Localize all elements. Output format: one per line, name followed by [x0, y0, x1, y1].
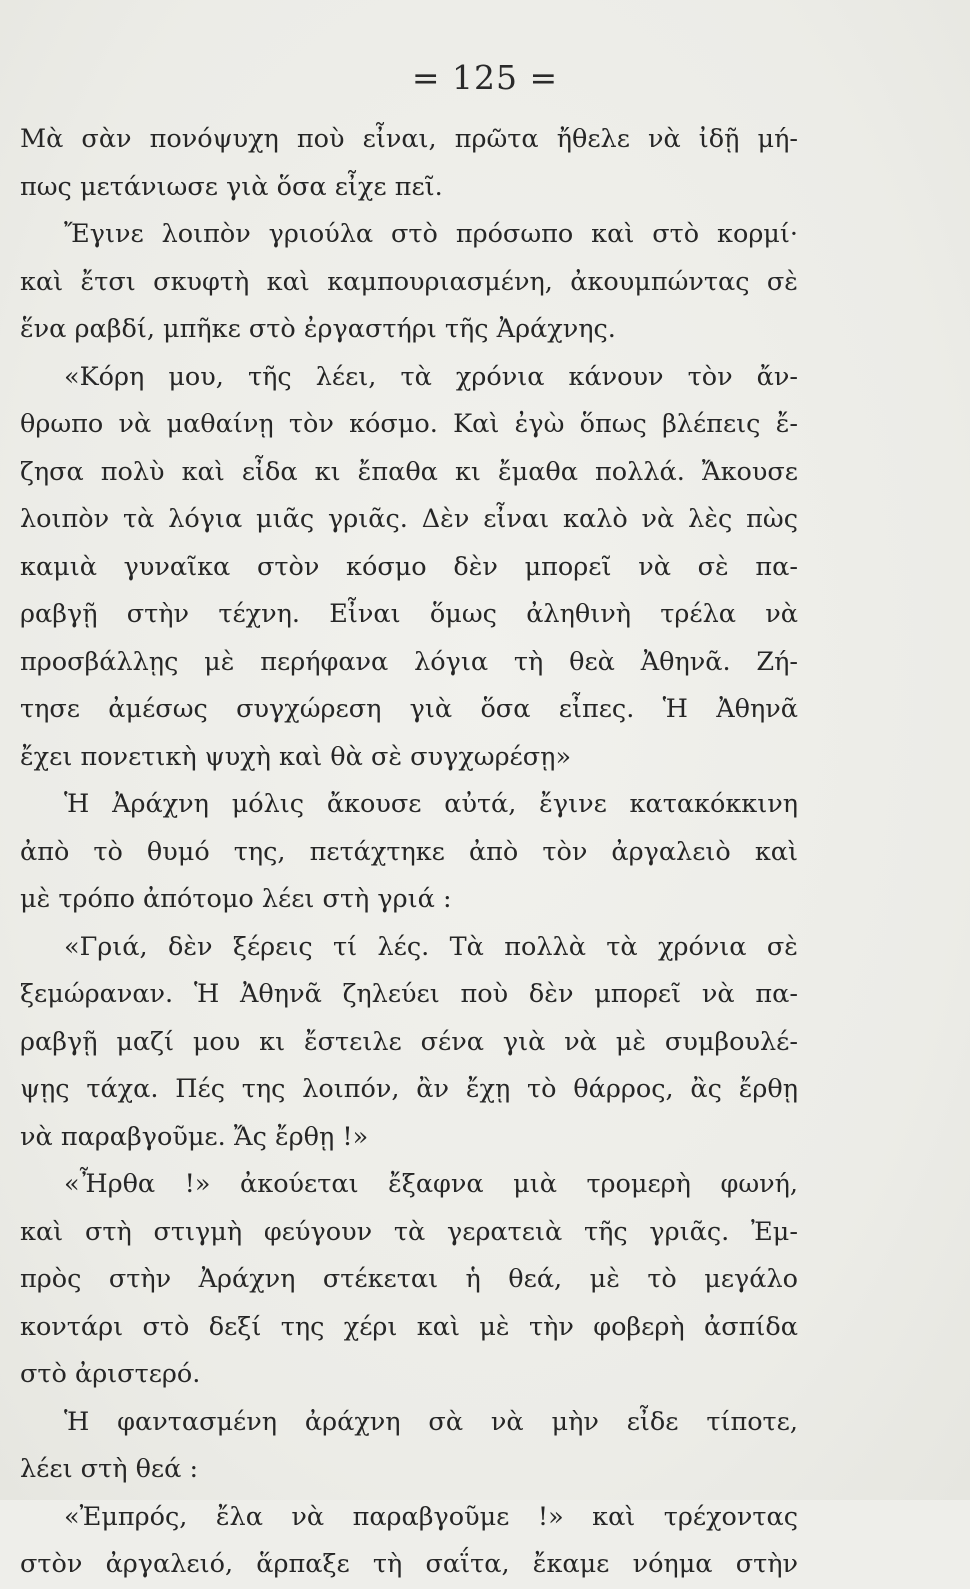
text-line: κοντάρι στὸ δεξί της χέρι καὶ μὲ τὴν φοβερὴ ἀσπίδα	[20, 1311, 798, 1342]
text-line: «Ἦρθα !» ἀκούεται ἔξαφνα μιὰ τρομερὴ φωνή,	[64, 1169, 798, 1199]
text-line: τησε ἀμέσως συγχώρεση γιὰ ὅσα εἶπες. Ἡ Ἀθηνᾶ	[20, 694, 798, 724]
text-line: θρωπο νὰ μαθαίνῃ τὸν κόσμο. Καὶ ἐγὼ ὅπως βλέπεις ἔ-	[20, 409, 798, 439]
text-line: ψῃς τάχα. Πές της λοιπόν, ἂν ἔχῃ τὸ θάρρος, ἂς ἔρθῃ	[20, 1074, 798, 1104]
page-number: = 125 =	[411, 58, 559, 97]
text-line: «Κόρη μου, τῆς λέει, τὰ χρόνια κάνουν τὸν ἄν-	[64, 361, 798, 392]
text-line: πως μετάνιωσε γιὰ ὅσα εἶχε πεῖ.	[20, 171, 443, 202]
text-line: Ἔγινε λοιπὸν γριούλα στὸ πρόσωπο καὶ στὸ κορμί·	[64, 219, 798, 249]
text-line: Ἡ φαντασμένη ἀράχνη σὰ νὰ μὴν εἶδε τίποτε,	[64, 1406, 798, 1437]
text-line: ραβγῇ στὴν τέχνη. Εἶναι ὅμως ἀληθινὴ τρέλα νὰ	[20, 599, 798, 629]
text-line: «Ἐμπρός, ἔλα νὰ παραβγοῦμε !» καὶ τρέχοντας	[64, 1501, 798, 1532]
text-line: Μὰ σὰν πονόψυχη ποὺ εἶναι, πρῶτα ἤθελε νὰ ἰδῇ μή-	[20, 124, 798, 154]
text-line: νὰ παραβγοῦμε. Ἄς ἔρθῃ !»	[20, 1121, 369, 1152]
text-line: καὶ στὴ στιγμὴ φεύγουν τὰ γερατειὰ τῆς γριᾶς. Ἐμ-	[20, 1216, 798, 1247]
text-line: ἔχει πονετικὴ ψυχὴ καὶ θὰ σὲ συγχωρέσῃ»	[20, 741, 572, 772]
text-line: πρὸς στὴν Ἀράχνη στέκεται ἡ θεά, μὲ τὸ μεγάλο	[20, 1264, 798, 1294]
text-line: ἕνα ραβδί, μπῆκε στὸ ἐργαστήρι τῆς Ἀράχνης.	[20, 314, 616, 344]
text-line: καμιὰ γυναῖκα στὸν κόσμο δὲν μπορεῖ νὰ σὲ πα-	[20, 551, 798, 582]
text-line: προσβάλλῃς μὲ περήφανα λόγια τὴ θεὰ Ἀθηνᾶ. Ζή-	[20, 646, 798, 677]
text-line: ξεμώραναν. Ἡ Ἀθηνᾶ ζηλεύει ποὺ δὲν μπορεῖ νὰ πα-	[20, 979, 798, 1009]
text-line: «Γριά, δὲν ξέρεις τί λές. Τὰ πολλὰ τὰ χρόνια σὲ	[64, 931, 798, 962]
text-line: λέει στὴ θεά :	[20, 1454, 199, 1484]
text-line: καὶ ἔτσι σκυφτὴ καὶ καμπουριασμένη, ἀκουμπώντας σὲ	[20, 266, 798, 297]
text-line: ζησα πολὺ καὶ εἶδα κι ἔπαθα κι ἔμαθα πολλά. Ἄκουσε	[20, 456, 798, 487]
text-line: Ἡ Ἀράχνη μόλις ἄκουσε αὐτά, ἔγινε κατακόκκινη	[64, 789, 798, 819]
text-line: στὸ ἀριστερό.	[20, 1359, 201, 1389]
text-line: ἀπὸ τὸ θυμό της, πετάχτηκε ἀπὸ τὸν ἀργαλειὸ καὶ	[20, 836, 798, 867]
body-text	[20, 116, 798, 1589]
text-line: λοιπὸν τὰ λόγια μιᾶς γριᾶς. Δὲν εἶναι καλὸ νὰ λὲς πὼς	[20, 504, 798, 534]
text-line: μὲ τρόπο ἀπότομο λέει στὴ γριά :	[20, 884, 452, 914]
text-line: στὸν ἀργαλειό, ἅρπαξε τὴ σαΐτα, ἔκαμε νόημα στὴν	[20, 1549, 798, 1579]
text-line: ραβγῇ μαζί μου κι ἔστειλε σένα γιὰ νὰ μὲ συμβουλέ-	[20, 1026, 798, 1057]
